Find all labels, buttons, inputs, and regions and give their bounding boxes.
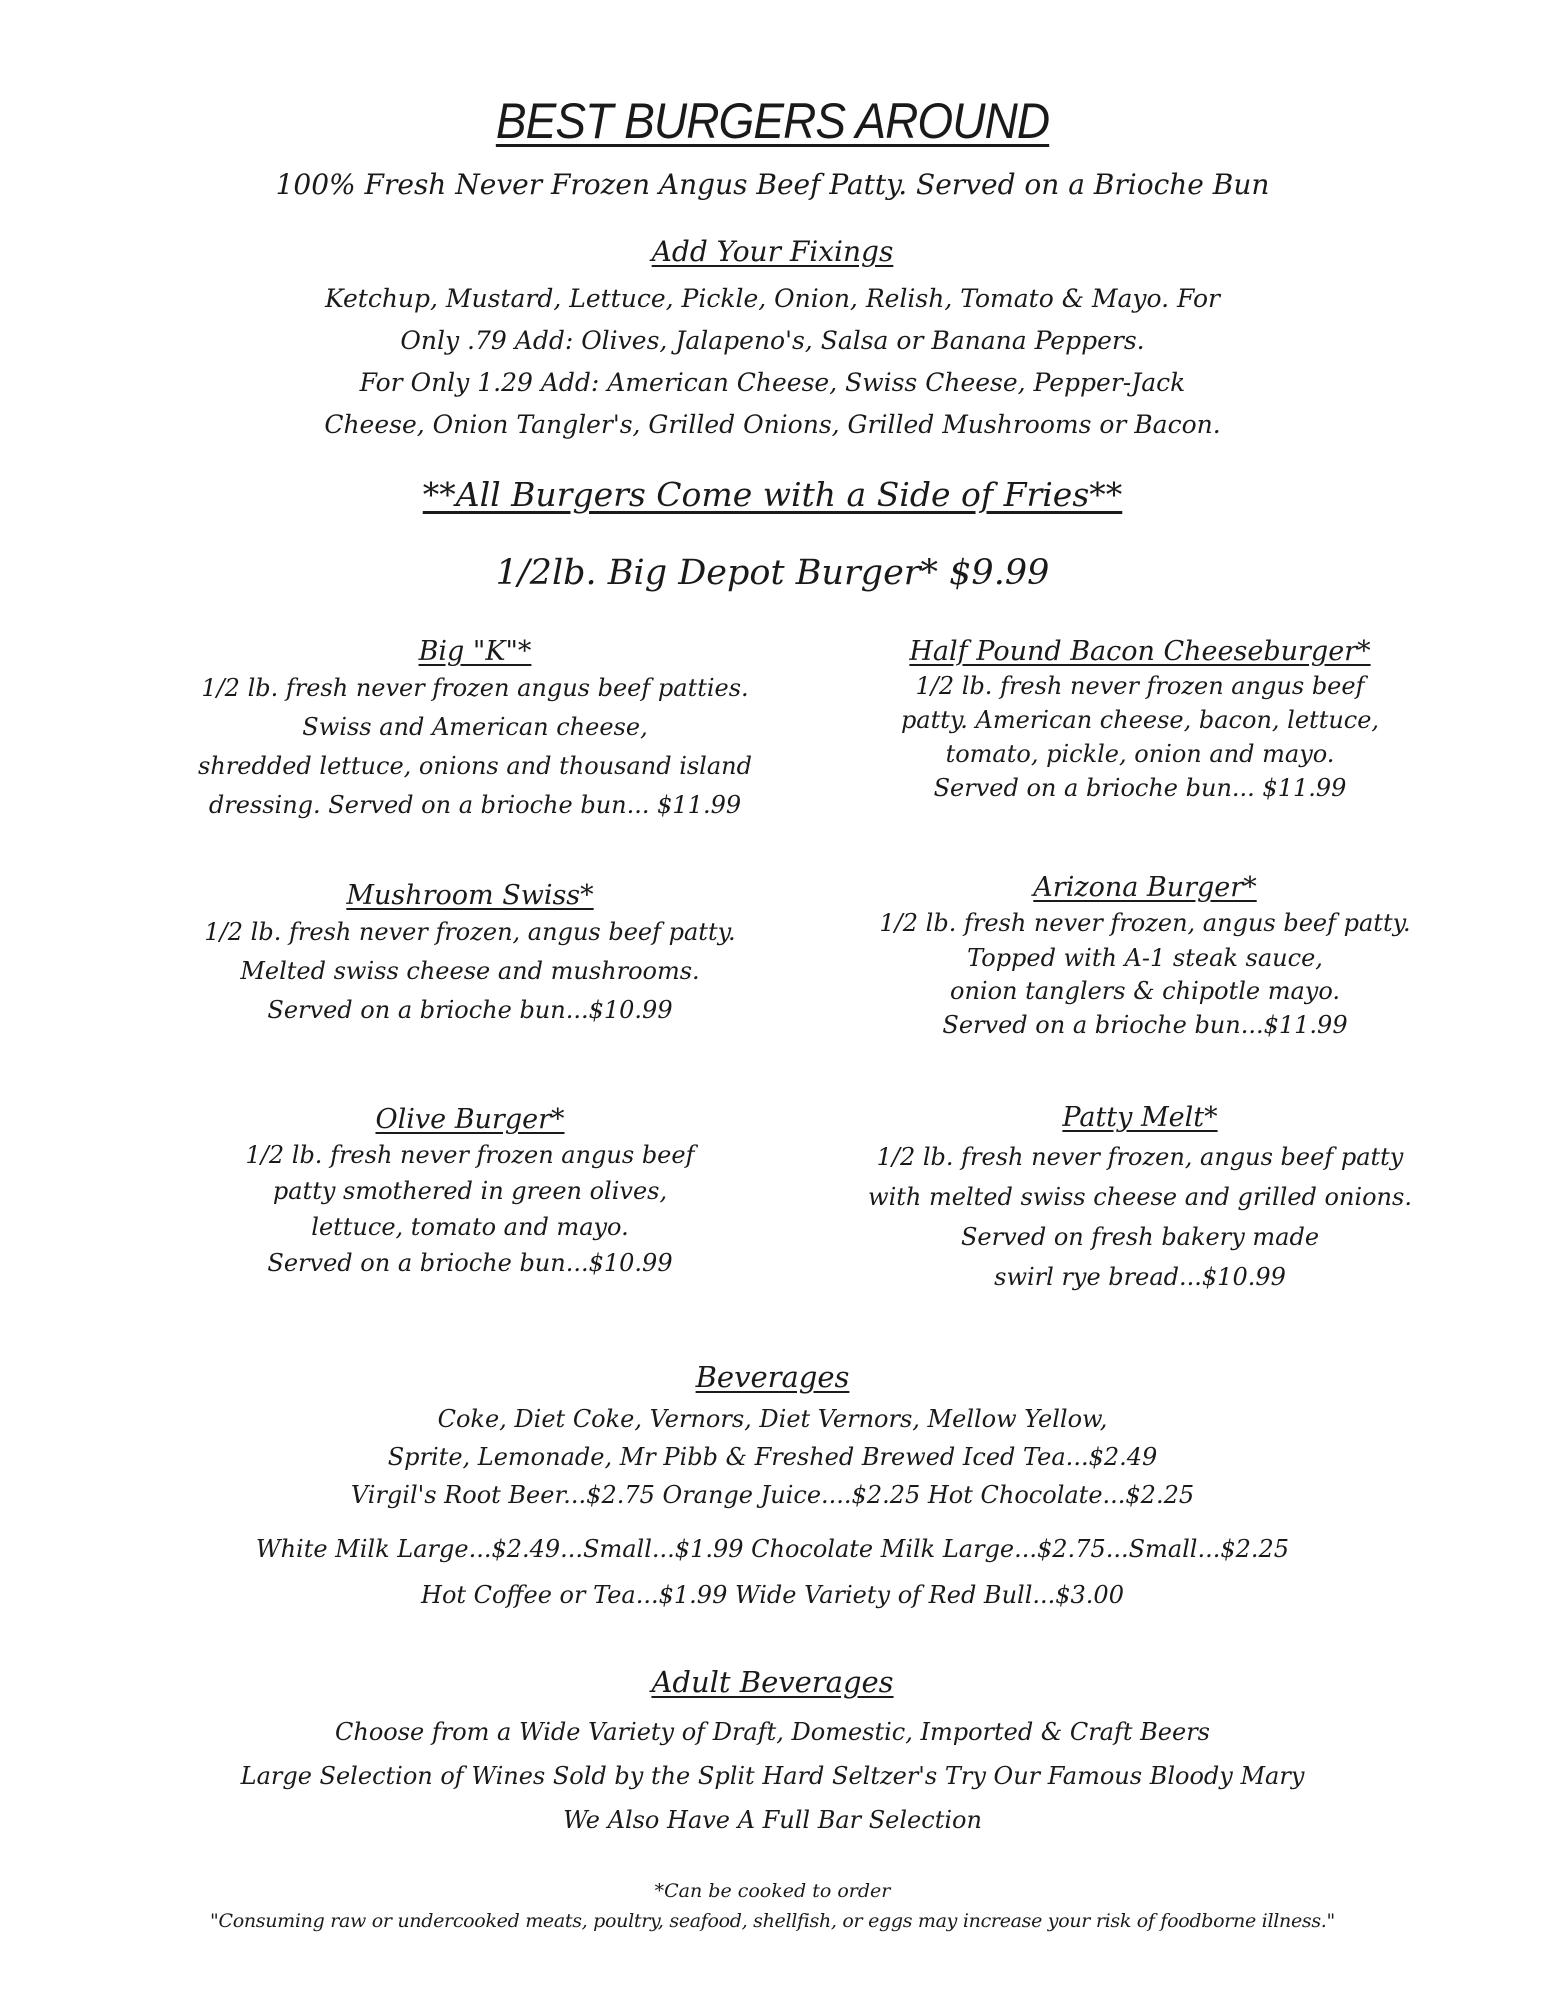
menu-item-arizona xyxy=(830,872,1460,1043)
fries-note: **All Burgers Come with a Side of Fries** xyxy=(422,475,1123,514)
item-line: patty smothered in green olives, xyxy=(272,1177,668,1205)
adult-beverage-line: Choose from a Wide Variety of Draft, Domestic, Imported & Craft Beers xyxy=(335,1718,1210,1746)
fixings-text xyxy=(0,278,1545,446)
fixings-line: Cheese, Onion Tangler's, Grilled Onions, Grilled Mushrooms or Bacon. xyxy=(324,410,1221,439)
item-line: dressing. Served on a brioche bun... $11.99 xyxy=(208,791,742,819)
fixings-line: For Only 1.29 Add: American Cheese, Swiss Cheese, Pepper-Jack xyxy=(359,368,1186,397)
menu-item-half-pound-bacon xyxy=(830,636,1450,805)
fixings-line: Only .79 Add: Olives, Jalapeno's, Salsa or Banana Peppers. xyxy=(400,326,1145,355)
adult-beverages-heading: Adult Beverages xyxy=(651,1665,894,1699)
item-line: shredded lettuce, onions and thousand island xyxy=(198,752,752,780)
beverages-heading: Beverages xyxy=(695,1360,850,1394)
adult-beverage-line: We Also Have A Full Bar Selection xyxy=(563,1806,982,1834)
beverage-line: White Milk Large...$2.49...Small...$1.99 Chocolate Milk Large...$2.75...Small...$2.25 xyxy=(255,1535,1290,1563)
item-line: 1/2 lb. fresh never frozen, angus beef patty xyxy=(876,1143,1404,1171)
beverage-line: Sprite, Lemonade, Mr Pibb & Freshed Brewed Iced Tea...$2.49 xyxy=(387,1443,1158,1471)
menu-item-big-k xyxy=(170,636,780,825)
item-line: Served on a brioche bun... $11.99 xyxy=(933,774,1347,802)
page-title: BEST BURGERS AROUND xyxy=(495,93,1050,149)
cooked-to-order-note: *Can be cooked to order xyxy=(654,1880,891,1902)
item-line: Melted swiss cheese and mushrooms. xyxy=(240,957,700,985)
adult-beverages-list xyxy=(0,1710,1545,1842)
beverage-line: Coke, Diet Coke, Vernors, Diet Vernors, Mellow Yellow, xyxy=(437,1405,1108,1433)
item-line: Swiss and American cheese, xyxy=(302,713,648,741)
item-line: lettuce, tomato and mayo. xyxy=(311,1213,629,1241)
item-title: Olive Burger* xyxy=(375,1104,565,1135)
item-line: patty. American cheese, bacon, lettuce, xyxy=(900,706,1380,734)
item-line: Served on a brioche bun...$11.99 xyxy=(942,1011,1348,1039)
item-title: Mushroom Swiss* xyxy=(346,880,594,911)
item-line: 1/2 lb. fresh never frozen, angus beef patty. xyxy=(879,909,1411,937)
menu-item-mushroom-swiss xyxy=(170,880,770,1030)
item-line: Served on fresh bakery made xyxy=(960,1223,1320,1251)
item-line: 1/2 lb. fresh never frozen angus beef xyxy=(245,1141,695,1169)
item-title: Half Pound Bacon Cheeseburger* xyxy=(909,636,1371,667)
adult-beverage-line: Large Selection of Wines Sold by the Split Hard Seltzer's Try Our Famous Bloody Mary xyxy=(240,1762,1305,1790)
fixings-heading: Add Your Fixings xyxy=(651,235,894,268)
item-line: Served on a brioche bun...$10.99 xyxy=(267,996,673,1024)
menu-item-patty-melt xyxy=(820,1102,1460,1297)
big-depot-burger: 1/2lb. Big Depot Burger* $9.99 xyxy=(495,553,1050,593)
item-line: 1/2 lb. fresh never frozen, angus beef patty. xyxy=(204,918,736,946)
item-line: Served on a brioche bun...$10.99 xyxy=(267,1249,673,1277)
item-line: swirl rye bread...$10.99 xyxy=(994,1263,1286,1291)
foodborne-warning: "Consuming raw or undercooked meats, poultry, seafood, shellfish, or eggs may increase your risk of foodborne illness." xyxy=(210,1910,1335,1932)
item-title: Patty Melt* xyxy=(1062,1102,1218,1133)
beverage-line: Hot Coffee or Tea...$1.99 Wide Variety of Red Bull...$3.00 xyxy=(421,1581,1124,1609)
item-line: with melted swiss cheese and grilled onions. xyxy=(868,1183,1412,1211)
beverages-list xyxy=(0,1400,1545,1614)
item-line: 1/2 lb. fresh never frozen angus beef patties. xyxy=(201,674,749,702)
item-title: Big "K"* xyxy=(418,636,532,667)
item-line: onion tanglers & chipotle mayo. xyxy=(950,977,1340,1005)
item-line: 1/2 lb. fresh never frozen angus beef xyxy=(915,672,1365,700)
item-title: Arizona Burger* xyxy=(1033,872,1257,903)
item-line: Topped with A-1 steak sauce, xyxy=(967,944,1323,972)
menu-item-olive xyxy=(170,1104,770,1281)
item-line: tomato, pickle, onion and mayo. xyxy=(945,740,1335,768)
page-subtitle: 100% Fresh Never Frozen Angus Beef Patty. Served on a Brioche Bun xyxy=(275,168,1270,201)
fixings-line: Ketchup, Mustard, Lettuce, Pickle, Onion, Relish, Tomato & Mayo. For xyxy=(324,284,1221,313)
beverage-line: Virgil's Root Beer...$2.75 Orange Juice....$2.25 Hot Chocolate...$2.25 xyxy=(350,1481,1195,1509)
